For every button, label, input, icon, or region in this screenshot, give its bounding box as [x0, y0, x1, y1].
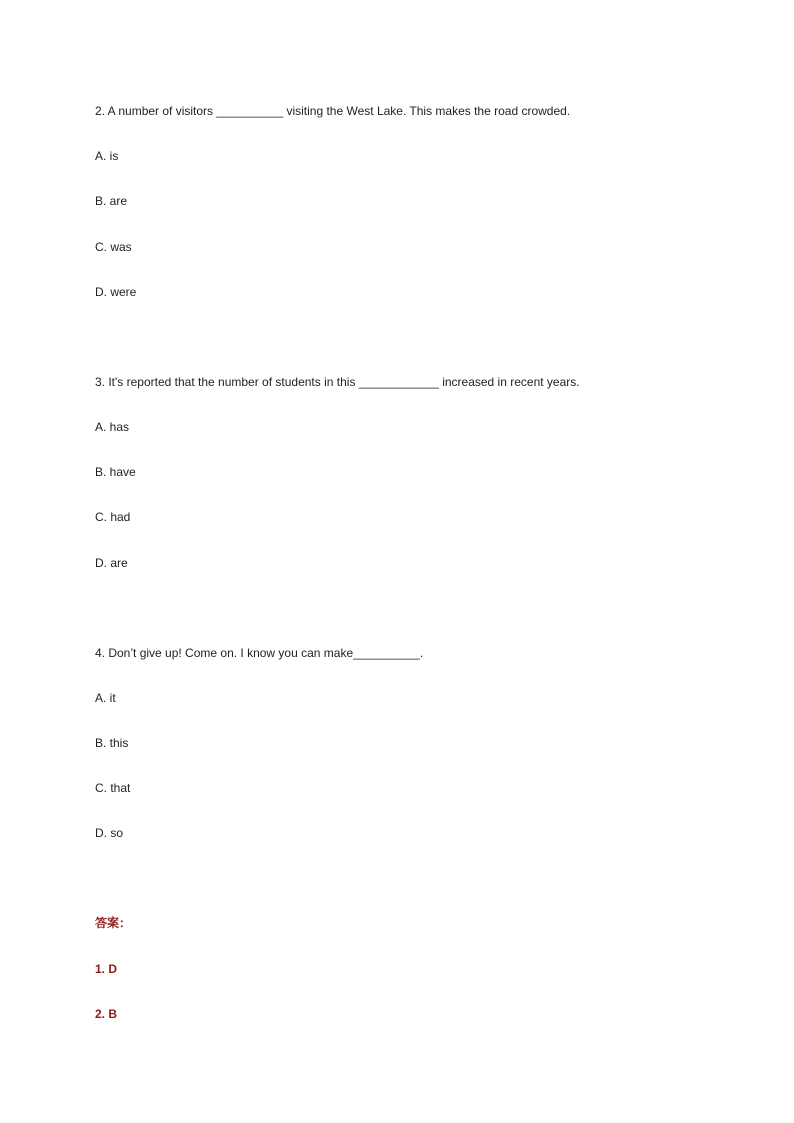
question-2-stem: 2. A number of visitors __________ visiting the West Lake. This makes the road crowded. [95, 104, 571, 118]
question-3-stem: 3. It's reported that the number of students in this ____________ increased in recent years. [95, 375, 580, 389]
question-4-option-c: C. that [95, 781, 131, 795]
question-3-option-b: B. have [95, 465, 136, 479]
question-2-option-d: D. were [95, 285, 137, 299]
question-4-option-d: D. so [95, 826, 124, 840]
question-2-option-b: B. are [95, 194, 128, 208]
question-4-option-b: B. this [95, 736, 129, 750]
question-3-option-c: C. had [95, 510, 131, 524]
question-2-option-a: A. is [95, 149, 119, 163]
answers-heading: 答案： [95, 916, 132, 930]
answer-item-2: 2. B [95, 1007, 118, 1021]
question-2-option-c: C. was [95, 240, 132, 254]
answer-item-1: 1. D [95, 962, 118, 976]
question-4-option-a: A. it [95, 691, 116, 705]
question-3-option-a: A. has [95, 420, 130, 434]
question-4-stem: 4. Don’t give up! Come on. I know you can make__________. [95, 646, 424, 660]
question-3-option-d: D. are [95, 556, 128, 570]
